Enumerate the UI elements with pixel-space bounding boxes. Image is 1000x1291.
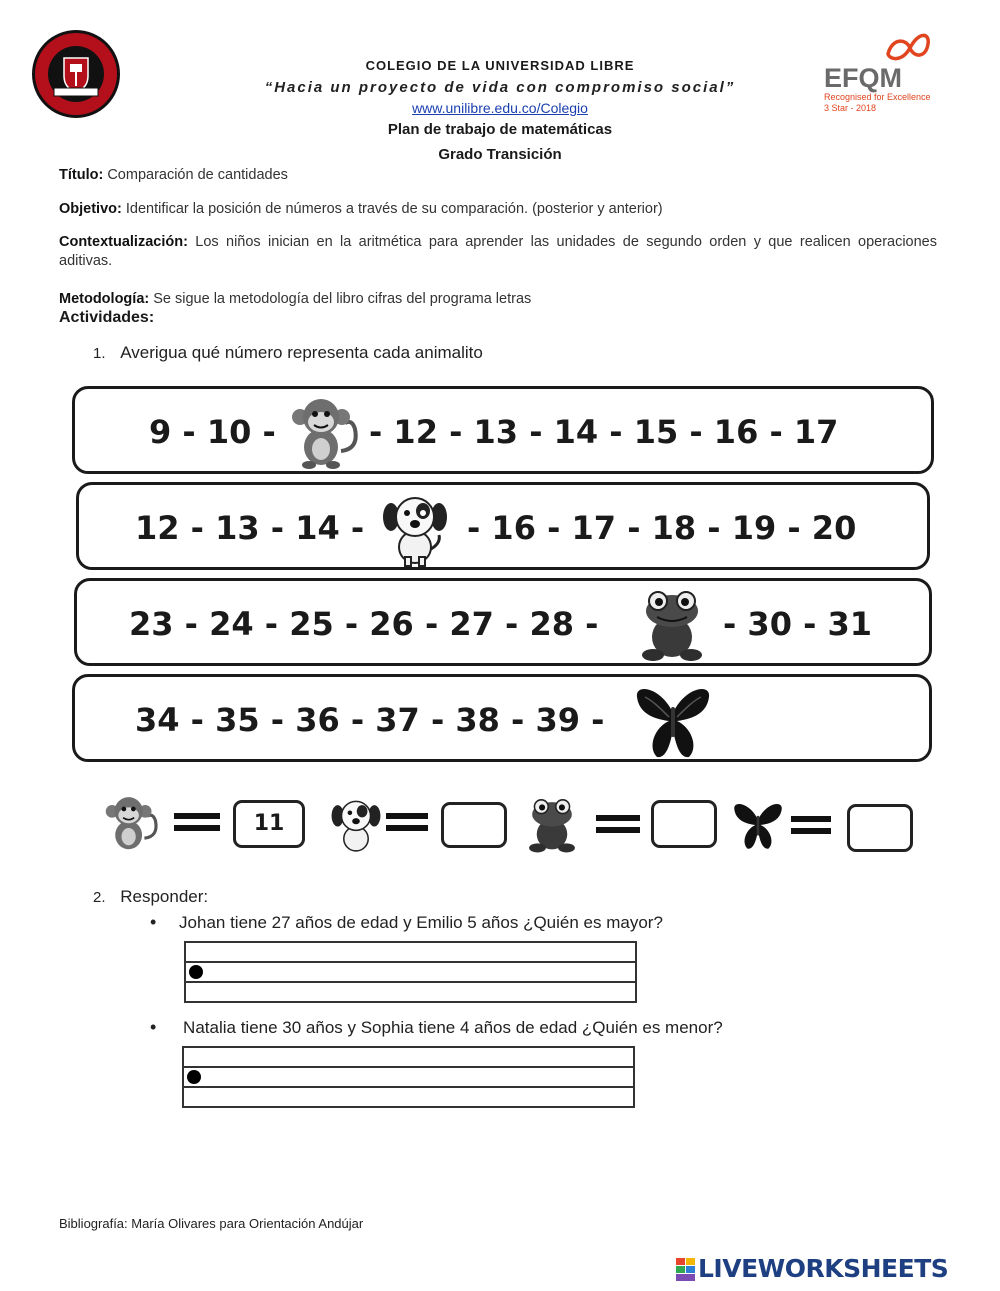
liveworksheets-brand[interactable]: LIVEWORKSHEETS bbox=[698, 1254, 949, 1283]
bibliography: Bibliografía: María Olivares para Orientación Andújar bbox=[59, 1216, 364, 1231]
answer-frog-icon bbox=[526, 796, 578, 859]
plan-title: Plan de trabajo de matemáticas bbox=[387, 121, 613, 138]
sequence-row-1 bbox=[72, 386, 934, 474]
sequence-2-before: 12 - 13 - 14 - bbox=[135, 509, 365, 547]
answer-box-butterfly[interactable] bbox=[847, 804, 913, 852]
actividades-heading: Actividades: bbox=[59, 309, 155, 326]
efqm-name: EFQM bbox=[824, 63, 902, 93]
answer-lines-2[interactable] bbox=[182, 1046, 635, 1108]
contexto-value: Los niños inician en la aritmética para aprender las unidades de segundo orden y que realicen operaciones aditivas. bbox=[59, 234, 938, 269]
question-2-bullet: • bbox=[150, 1017, 157, 1037]
pencil-dot-2 bbox=[187, 1070, 201, 1084]
titulo-line bbox=[59, 166, 937, 185]
question-1-text: Johan tiene 27 años de edad y Emilio 5 años ¿Quién es mayor? bbox=[179, 913, 663, 932]
frog-icon bbox=[639, 587, 705, 668]
sequence-row-3 bbox=[74, 578, 932, 666]
sequence-3-before: 23 - 24 - 25 - 26 - 27 - 28 - bbox=[129, 605, 599, 643]
sequence-1-before: 9 - 10 - bbox=[149, 413, 276, 451]
activity1-prompt: Averigua qué número representa cada animalito bbox=[120, 343, 483, 362]
efqm-year: 3 Star - 2018 bbox=[824, 103, 877, 113]
sequence-3-after: - 30 - 31 bbox=[723, 605, 873, 643]
efqm-tagline: Recognised for Excellence bbox=[824, 92, 931, 102]
sequence-1-after: - 12 - 13 - 14 - 15 - 16 - 17 bbox=[369, 413, 839, 451]
answer-butterfly-icon bbox=[730, 800, 786, 855]
question-2-text: Natalia tiene 30 años y Sophia tiene 4 años de edad ¿Quién es menor? bbox=[183, 1018, 723, 1037]
metodologia-label: Metodología: bbox=[59, 291, 150, 307]
answer-dog-icon bbox=[328, 796, 384, 859]
answer-box-frog[interactable] bbox=[651, 800, 717, 848]
contexto-label: Contextualización: bbox=[59, 234, 188, 250]
activity1-heading bbox=[93, 343, 483, 363]
equals-sign-4 bbox=[791, 816, 831, 834]
grade-title: Grado Transición bbox=[438, 146, 562, 163]
metodologia-value: Se sigue la metodología del libro cifras del programa letras bbox=[153, 291, 532, 307]
metodologia-line bbox=[59, 290, 937, 309]
question-2 bbox=[150, 1017, 723, 1038]
monkey-icon bbox=[285, 395, 363, 476]
question-1-bullet: • bbox=[150, 912, 157, 932]
sequence-row-4 bbox=[72, 674, 932, 762]
objetivo-value: Identificar la posición de números a través de su comparación. (posterior y anterior) bbox=[125, 201, 663, 217]
motto: “Hacia un proyecto de vida con compromiso social” bbox=[264, 79, 736, 96]
butterfly-icon bbox=[631, 683, 715, 764]
school-url-link[interactable]: www.unilibre.edu.co/Colegio bbox=[412, 100, 588, 116]
objetivo-line bbox=[59, 200, 937, 219]
answer-box-dog[interactable] bbox=[441, 802, 507, 848]
equals-sign-2 bbox=[386, 813, 428, 831]
sequence-2-after: - 16 - 17 - 18 - 19 - 20 bbox=[467, 509, 857, 547]
institution-name: COLEGIO DE LA UNIVERSIDAD LIBRE bbox=[365, 58, 635, 73]
objetivo-label: Objetivo: bbox=[59, 201, 122, 217]
contexto-line bbox=[59, 233, 937, 271]
sequence-row-2 bbox=[76, 482, 930, 570]
answer-box-monkey[interactable]: 11 bbox=[233, 800, 305, 848]
equals-sign-1 bbox=[174, 813, 220, 831]
titulo-label: Título: bbox=[59, 167, 104, 183]
pencil-dot-1 bbox=[189, 965, 203, 979]
question-1 bbox=[150, 912, 663, 933]
dog-icon bbox=[379, 491, 451, 572]
titulo-value: Comparación de cantidades bbox=[107, 167, 288, 183]
sequence-4-before: 34 - 35 - 36 - 37 - 38 - 39 - bbox=[135, 701, 605, 739]
activity2-number: 2. bbox=[93, 889, 106, 906]
liveworksheets-logo-icon bbox=[676, 1258, 696, 1282]
answer-lines-1[interactable] bbox=[184, 941, 637, 1003]
activity1-number: 1. bbox=[93, 345, 106, 362]
answer-monkey-icon bbox=[96, 794, 166, 859]
equals-sign-3 bbox=[596, 815, 640, 833]
efqm-logo bbox=[822, 30, 940, 122]
activity2-prompt: Responder: bbox=[120, 887, 209, 906]
activity2-heading bbox=[93, 887, 208, 907]
